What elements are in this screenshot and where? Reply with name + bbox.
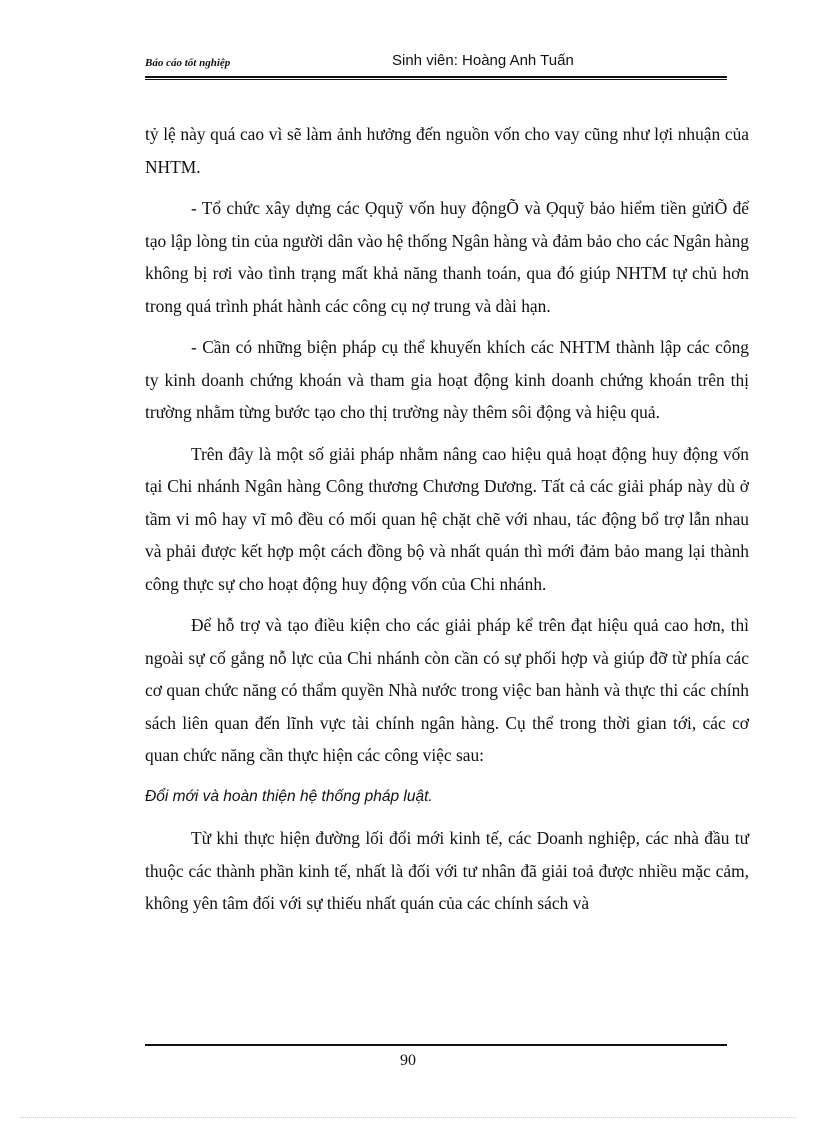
paragraph-1: tỷ lệ này quá cao vì sẽ làm ảnh hưởng đến nguồn vốn cho vay cũng như lợi nhuận của NHTM. bbox=[145, 124, 749, 177]
paragraph-3: - Cần có những biện pháp cụ thể khuyến khích các NHTM thành lập các công ty kinh doanh chứng khoán và tham gia hoạt động kinh doanh chứng khoán trên thị trường nhằm từng bước tạo cho thị trường này thêm sôi động và hiệu quả. bbox=[145, 337, 749, 422]
page-header bbox=[145, 52, 727, 74]
header-rule bbox=[145, 76, 727, 80]
page-number: 90 bbox=[400, 1052, 416, 1069]
student-name: Sinh viên: Hoàng Anh Tuấn bbox=[392, 52, 574, 69]
report-title: Báo cáo tốt nghiệp bbox=[145, 57, 231, 69]
paragraph-4: Trên đây là một số giải pháp nhằm nâng cao hiệu quả hoạt động huy động vốn tại Chi nhánh Ngân hàng Công thương Chương Dương. Tất cả các giải pháp này dù ở tầm vi mô hay vĩ mô đều có mối quan hệ chặt chẽ với nhau, tác động bổ trợ lẫn nhau và phải được kết hợp một cách đồng bộ và nhất quán thì mới đảm bảo mang lại thành công thực sự cho hoạt động huy động vốn của Chi nhánh. bbox=[145, 443, 749, 594]
paragraph-6: Từ khi thực hiện đường lối đổi mới kinh tế, các Doanh nghiệp, các nhà đầu tư thuộc các thành phần kinh tế, nhất là đối với tư nhân đã giải toả được nhiều mặc cảm, không yên tâm đối với sự thiếu nhất quán của các chính sách và bbox=[145, 828, 749, 913]
page-edge-border bbox=[20, 1117, 796, 1118]
footer-rule bbox=[145, 1044, 727, 1046]
paragraph-5: Để hỗ trợ và tạo điều kiện cho các giải pháp kể trên đạt hiệu quả cao hơn, thì ngoài sự cố gắng nỗ lực của Chi nhánh còn cần có sự phối hợp và giúp đỡ từ phía các cơ quan chức năng có thẩm quyền Nhà nước trong việc ban hành và thực thi các chính sách liên quan đến lĩnh vực tài chính ngân hàng. Cụ thể trong thời gian tới, các cơ quan chức năng cần thực hiện các công việc sau: bbox=[145, 615, 749, 765]
section-heading: Đổi mới và hoàn thiện hệ thống pháp luật. bbox=[145, 787, 433, 805]
page-body bbox=[145, 118, 749, 929]
paragraph-2: - Tổ chức xây dựng các Ọquỹ vốn huy độngÕ và Ọquỹ bảo hiểm tiền gửiÕ để tạo lập lòng tin của người dân vào hệ thống Ngân hàng và đảm bảo cho các Ngân hàng không bị rơi vào tình trạng mất khả năng thanh toán, qua đó giúp NHTM tự chủ hơn trong quá trình phát hành các công cụ nợ trung và dài hạn. bbox=[145, 198, 749, 316]
